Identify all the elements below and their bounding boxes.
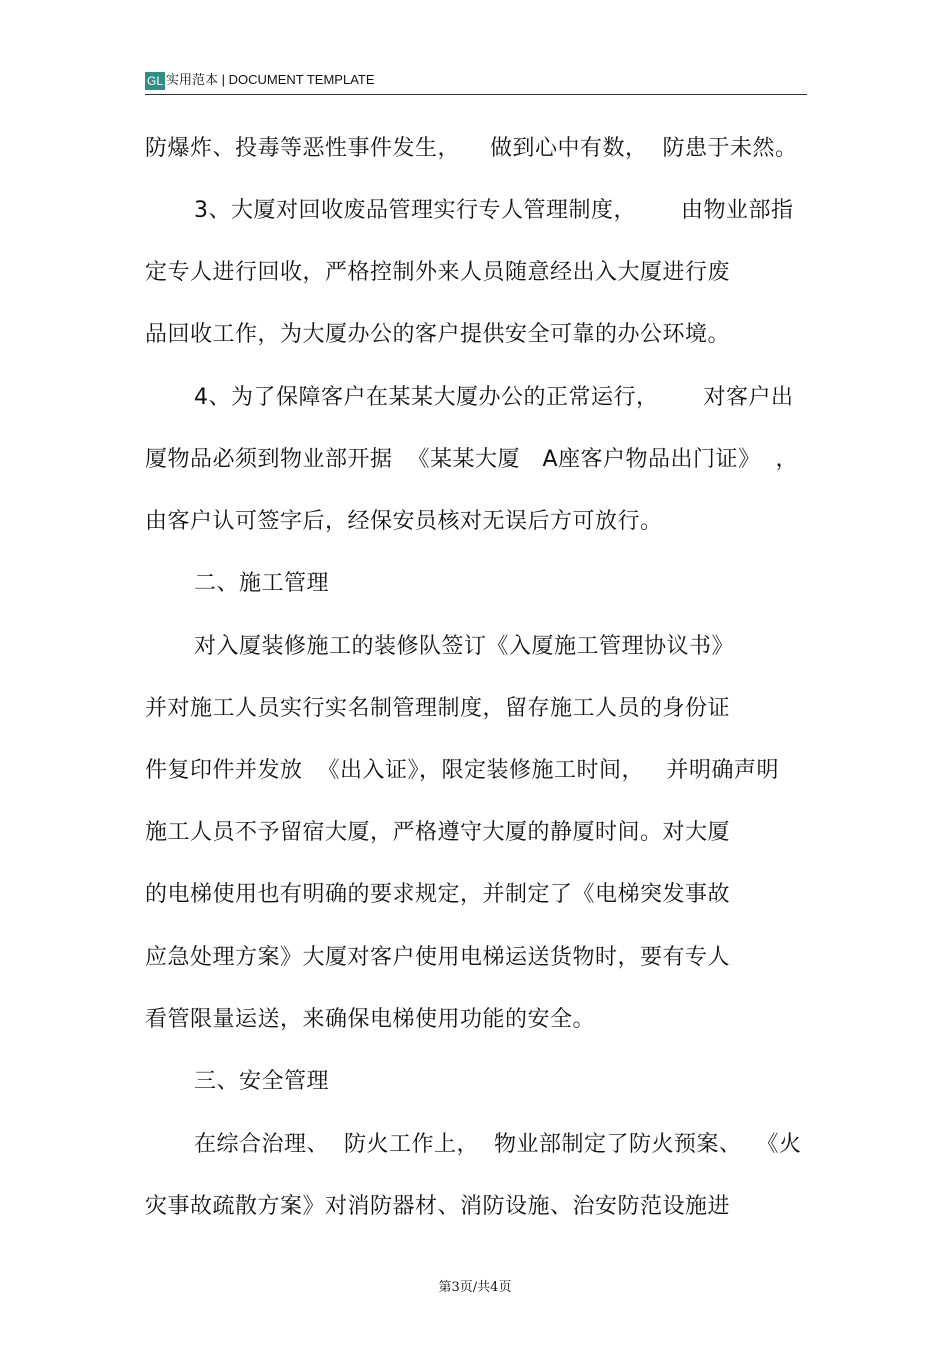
header-title: 实用范本 | DOCUMENT TEMPLATE xyxy=(166,72,375,87)
text-line: 应急处理方案》大厦对客户使用电梯运送货物时，要有专人 xyxy=(145,945,731,970)
section-heading: 三、安全管理 xyxy=(194,1069,330,1094)
text-line: 品回收工作，为大厦办公的客户提供安全可靠的办公环境。 xyxy=(145,322,731,347)
text-line: 看管限量运送，来确保电梯使用功能的安全。 xyxy=(145,1007,596,1032)
text-line: 件复印件并发放 《出入证》，限定装修施工时间， 并明确声明 xyxy=(145,758,779,783)
section-heading: 二、施工管理 xyxy=(194,571,330,596)
text-line: 4、为了保障客户在某某大厦办公的正常运行， 对客户出 xyxy=(194,385,794,410)
text-line: 定专人进行回收，严格控制外来人员随意经出入大厦进行废 xyxy=(145,260,731,285)
text-line: 防爆炸、投毒等恶性事件发生， 做到心中有数， 防患于未然。 xyxy=(145,136,798,161)
page-header xyxy=(145,68,807,95)
logo-badge: GL xyxy=(146,74,163,88)
text-line: 对入厦装修施工的装修队签订《入厦施工管理协议书》 xyxy=(194,634,735,659)
text-line: 在综合治理、 防火工作上， 物业部制定了防火预案、 《火 xyxy=(194,1132,802,1157)
text-line: 灾事故疏散方案》对消防器材、消防设施、治安防范设施进 xyxy=(145,1194,731,1219)
text-line: 3、大厦对回收废品管理实行专人管理制度， 由物业部指 xyxy=(194,198,794,223)
text-line: 的电梯使用也有明确的要求规定，并制定了《电梯突发事故 xyxy=(145,882,731,907)
text-line: 厦物品必须到物业部开据 《某某大厦 A座客户物品出门证》 ， xyxy=(145,447,799,472)
page-number: 第3页/共4页 xyxy=(438,1280,512,1295)
text-line: 施工人员不予留宿大厦，严格遵守大厦的静厦时间。对大厦 xyxy=(145,820,731,845)
text-line: 由客户认可签字后，经保安员核对无误后方可放行。 xyxy=(145,509,663,534)
text-line: 并对施工人员实行实名制管理制度，留存施工人员的身份证 xyxy=(145,696,731,721)
